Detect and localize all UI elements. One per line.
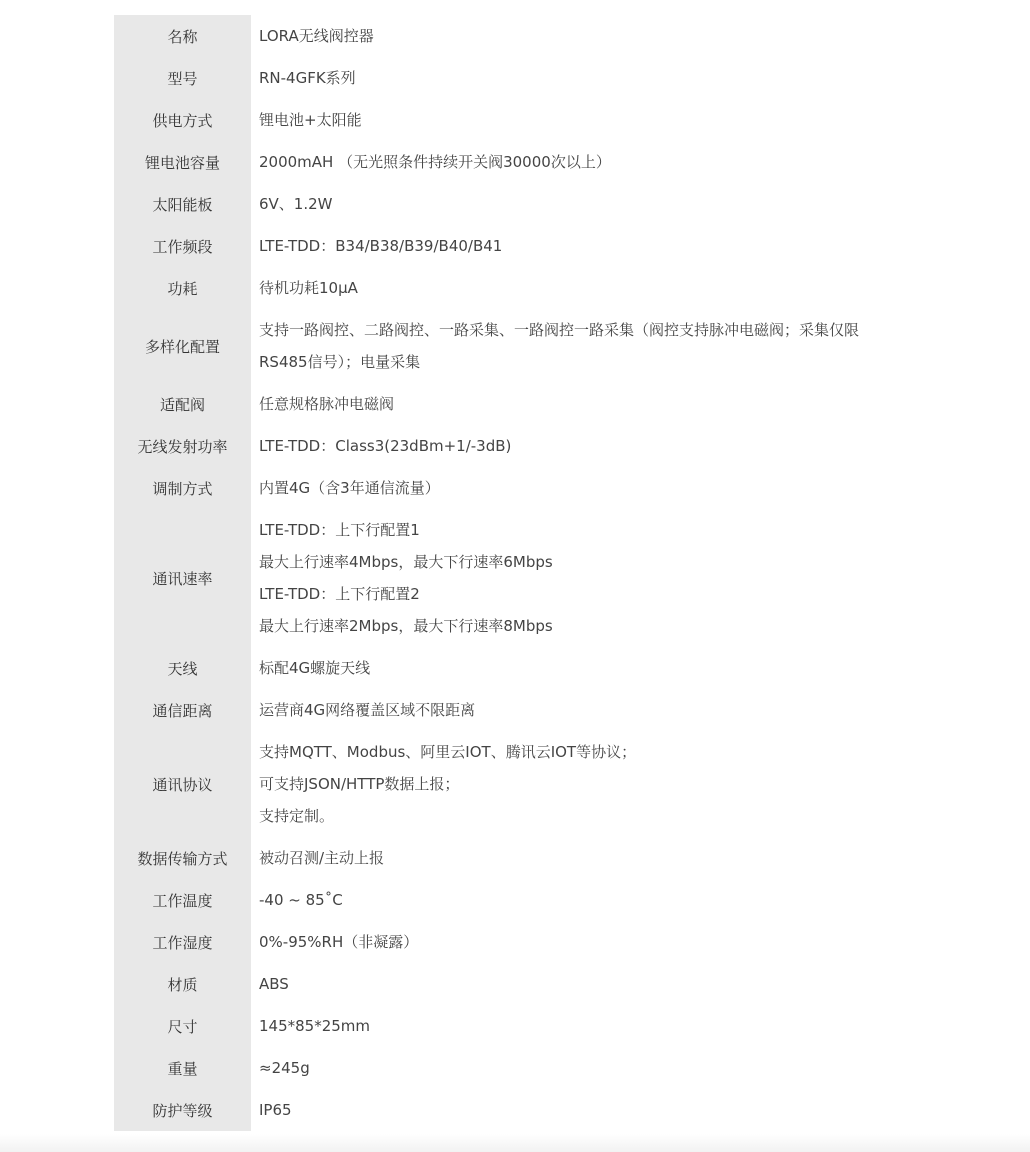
spec-value-line: LTE-TDD：上下行配置2 bbox=[259, 585, 420, 603]
spec-value-line: 内置4G（含3年通信流量） bbox=[259, 479, 440, 497]
spec-value-line: LTE-TDD：上下行配置1 bbox=[259, 521, 420, 539]
spec-value-line: 支持一路阀控、二路阀控、一路采集、一路阀控一路采集（阀控支持脉冲电磁阀；采集仅限 bbox=[259, 321, 860, 339]
spec-label: 太阳能板 bbox=[114, 183, 251, 225]
spec-row bbox=[114, 837, 914, 879]
spec-label: 重量 bbox=[114, 1047, 251, 1089]
spec-value bbox=[251, 141, 914, 183]
spec-label: 防护等级 bbox=[114, 1089, 251, 1131]
spec-value bbox=[251, 647, 914, 689]
spec-label: 名称 bbox=[114, 15, 251, 57]
spec-row bbox=[114, 1047, 914, 1089]
spec-value-line: RS485信号）；电量采集 bbox=[259, 353, 421, 371]
spec-label: 功耗 bbox=[114, 267, 251, 309]
spec-value bbox=[251, 267, 914, 309]
spec-row bbox=[114, 879, 914, 921]
spec-value bbox=[251, 1089, 914, 1131]
spec-value bbox=[251, 309, 914, 383]
spec-value-line: 任意规格脉冲电磁阀 bbox=[259, 395, 395, 413]
spec-row bbox=[114, 383, 914, 425]
spec-label: 型号 bbox=[114, 57, 251, 99]
spec-value bbox=[251, 921, 914, 963]
spec-row bbox=[114, 183, 914, 225]
spec-label: 供电方式 bbox=[114, 99, 251, 141]
spec-row bbox=[114, 467, 914, 509]
spec-value-line: IP65 bbox=[259, 1101, 292, 1119]
spec-value-line: 最大上行速率2Mbps，最大下行速率8Mbps bbox=[259, 617, 553, 635]
spec-value-line: 被动召测/主动上报 bbox=[259, 849, 385, 867]
spec-value-line: 支持定制。 bbox=[259, 807, 335, 825]
spec-label: 数据传输方式 bbox=[114, 837, 251, 879]
spec-value bbox=[251, 99, 914, 141]
spec-label: 通讯速率 bbox=[114, 509, 251, 647]
spec-value bbox=[251, 225, 914, 267]
spec-row bbox=[114, 689, 914, 731]
spec-label: 多样化配置 bbox=[114, 309, 251, 383]
spec-value bbox=[251, 57, 914, 99]
spec-value bbox=[251, 383, 914, 425]
spec-row bbox=[114, 963, 914, 1005]
spec-row bbox=[114, 267, 914, 309]
spec-row bbox=[114, 425, 914, 467]
spec-table-body bbox=[114, 15, 914, 1131]
spec-value-line: ≈245g bbox=[259, 1059, 310, 1077]
spec-value bbox=[251, 689, 914, 731]
spec-value bbox=[251, 879, 914, 921]
spec-label: 无线发射功率 bbox=[114, 425, 251, 467]
spec-value-line: 0%-95%RH（非凝露） bbox=[259, 933, 419, 951]
spec-value-line: RN-4GFK系列 bbox=[259, 69, 356, 87]
spec-value bbox=[251, 1005, 914, 1047]
spec-row bbox=[114, 15, 914, 57]
spec-row bbox=[114, 1089, 914, 1131]
spec-value-line: 运营商4G网络覆盖区域不限距离 bbox=[259, 701, 476, 719]
spec-row bbox=[114, 921, 914, 963]
spec-table bbox=[114, 15, 914, 1131]
spec-value bbox=[251, 1047, 914, 1089]
spec-row bbox=[114, 225, 914, 267]
spec-value-line: 6V、1.2W bbox=[259, 195, 333, 213]
spec-value-line: LTE-TDD：Class3(23dBm+1/-3dB) bbox=[259, 437, 512, 455]
spec-label: 通信距离 bbox=[114, 689, 251, 731]
spec-value-line: LORA无线阀控器 bbox=[259, 27, 374, 45]
spec-row bbox=[114, 731, 914, 837]
spec-label: 尺寸 bbox=[114, 1005, 251, 1047]
spec-value-line: ABS bbox=[259, 975, 289, 993]
page-bottom-band bbox=[0, 1134, 1030, 1152]
spec-value-line: 锂电池+太阳能 bbox=[259, 111, 362, 129]
spec-value bbox=[251, 467, 914, 509]
spec-value-line: 2000mAH （无光照条件持续开关阀30000次以上） bbox=[259, 153, 611, 171]
spec-value-line: 待机功耗10μA bbox=[259, 279, 358, 297]
spec-label: 工作湿度 bbox=[114, 921, 251, 963]
spec-value-line: LTE-TDD：B34/B38/B39/B40/B41 bbox=[259, 237, 503, 255]
spec-value bbox=[251, 509, 914, 647]
spec-label: 调制方式 bbox=[114, 467, 251, 509]
spec-value bbox=[251, 837, 914, 879]
spec-label: 锂电池容量 bbox=[114, 141, 251, 183]
spec-value bbox=[251, 183, 914, 225]
spec-value-line: 支持MQTT、Modbus、阿里云IOT、腾讯云IOT等协议； bbox=[259, 743, 637, 761]
spec-row bbox=[114, 99, 914, 141]
spec-value bbox=[251, 15, 914, 57]
spec-value-line: -40 ~ 85˚C bbox=[259, 891, 343, 909]
spec-value bbox=[251, 731, 914, 837]
spec-label: 通讯协议 bbox=[114, 731, 251, 837]
spec-label: 天线 bbox=[114, 647, 251, 689]
spec-row bbox=[114, 141, 914, 183]
spec-value-line: 可支持JSON/HTTP数据上报； bbox=[259, 775, 460, 793]
spec-label: 工作频段 bbox=[114, 225, 251, 267]
spec-row bbox=[114, 647, 914, 689]
spec-label: 材质 bbox=[114, 963, 251, 1005]
spec-row bbox=[114, 57, 914, 99]
spec-value-line: 标配4G螺旋天线 bbox=[259, 659, 371, 677]
spec-label: 适配阀 bbox=[114, 383, 251, 425]
spec-row bbox=[114, 309, 914, 383]
spec-row bbox=[114, 509, 914, 647]
spec-value-line: 最大上行速率4Mbps，最大下行速率6Mbps bbox=[259, 553, 553, 571]
spec-value-line: 145*85*25mm bbox=[259, 1017, 371, 1035]
spec-label: 工作温度 bbox=[114, 879, 251, 921]
spec-row bbox=[114, 1005, 914, 1047]
spec-value bbox=[251, 425, 914, 467]
spec-value bbox=[251, 963, 914, 1005]
